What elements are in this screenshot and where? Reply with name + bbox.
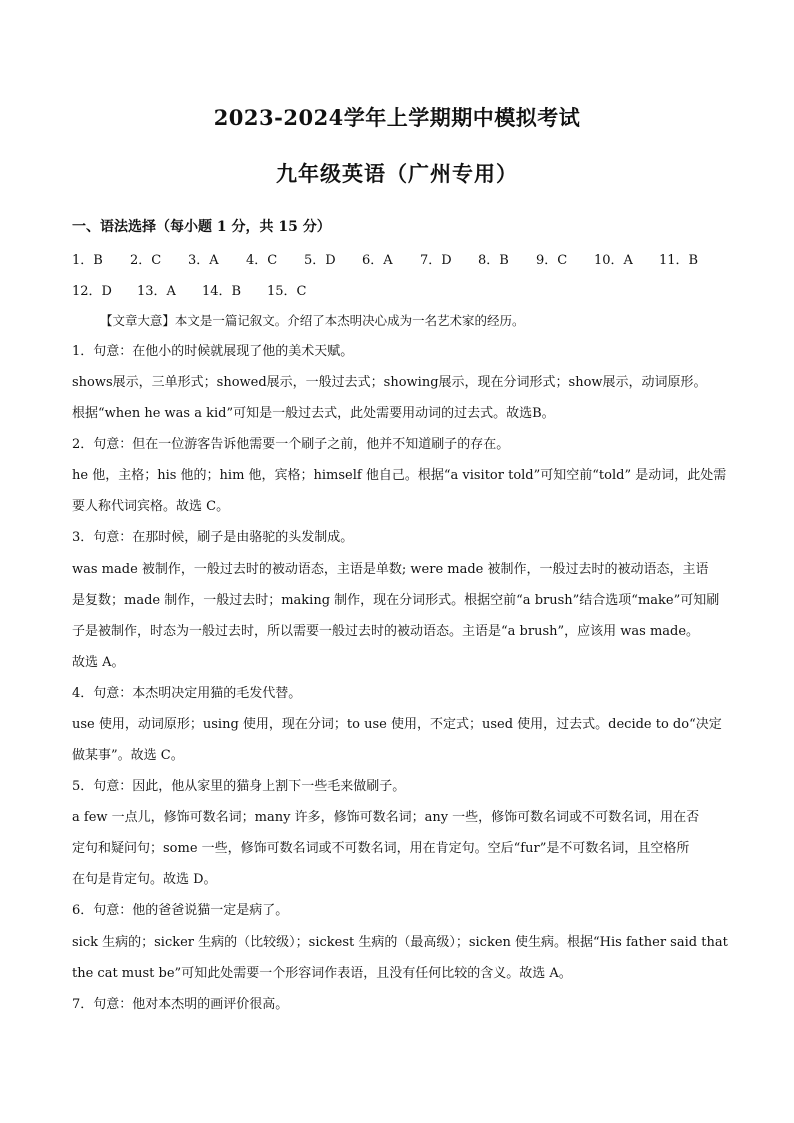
answer-item: 13．A	[137, 284, 176, 299]
answer-item: 10．A	[594, 253, 633, 268]
explanation-line: 1．句意：在他小的时候就展现了他的美术天赋。	[72, 344, 354, 359]
answer-item: 5．D	[304, 253, 336, 268]
answer-item: 9．C	[536, 253, 568, 268]
explanation-line: 根据“when he was a kid”可知是一般过去式，此处需要用动词的过去式。故选B。	[72, 406, 555, 421]
explanation-line: 在句是肯定句。故选 D。	[72, 872, 217, 887]
explanation-line: was made 被制作，一般过去时的被动语态，主语是单数; were made 被制作，一般过去时的被动语态，主语	[72, 562, 709, 577]
explanation-line: 4．句意：本杰明决定用猫的毛发代替。	[72, 686, 302, 701]
answer-item: 1．B	[72, 253, 103, 268]
explanation-line: use 使用，动词原形；using 使用，现在分词；to use 使用，不定式；used 使用，过去式。decide to do“决定	[72, 717, 722, 732]
answer-item: 7．D	[420, 253, 452, 268]
exam-subtitle: 九年级英语（广州专用）	[276, 161, 518, 186]
article-summary: 【文章大意】本文是一篇记叙文。介绍了本杰明决心成为一名艺术家的经历。	[100, 313, 525, 328]
explanation-line: sick 生病的；sicker 生病的（比较级）；sickest 生病的（最高级）；sicken 使生病。根据“His father said that	[72, 935, 728, 950]
section-heading: 一、语法选择（每小题 1 分，共 15 分）	[72, 219, 331, 235]
explanation-line: 5．句意：因此，他从家里的猫身上割下一些毛来做刷子。	[72, 779, 406, 794]
answer-item: 2．C	[130, 253, 162, 268]
explanation-line: 6．句意：他的爸爸说猫一定是病了。	[72, 903, 289, 918]
explanation-line: the cat must be”可知此处需要一个形容词作表语，且没有任何比较的含义。故选 A。	[72, 966, 572, 981]
exam-title: 2023-2024学年上学期期中模拟考试	[213, 105, 581, 130]
explanation-line: 2．句意：但在一位游客告诉他需要一个刷子之前，他并不知道刷子的存在。	[72, 437, 510, 452]
answer-item: 3．A	[188, 253, 219, 268]
answer-item: 8．B	[478, 253, 509, 268]
explanation-line: 7．句意：他对本杰明的画评价很高。	[72, 997, 289, 1012]
explanation-line: 3．句意：在那时候，刷子是由骆驼的头发制成。	[72, 530, 354, 545]
explanation-line: he 他，主格；his 他的；him 他，宾格；himself 他自己。根据“a visitor told”可知空前“told” 是动词，此处需	[72, 468, 727, 483]
explanation-line: 定句和疑问句；some 一些，修饰可数名词或不可数名词，用在肯定句。空后“fur”是不可数名词，且空格所	[72, 841, 690, 856]
explanation-line: shows展示，三单形式；showed展示，一般过去式；showing展示，现在分词形式；show展示，动词原形。	[72, 375, 707, 390]
answer-item: 11．B	[659, 253, 699, 268]
answer-key-row-1	[72, 249, 732, 268]
answer-item: 14．B	[202, 284, 242, 299]
explanation-line: 是复数；made 制作，一般过去时；making 制作，现在分词形式。根据空前“a brush”结合选项“make”可知刷	[72, 593, 720, 608]
answer-item: 4．C	[246, 253, 278, 268]
answer-item: 6．A	[362, 253, 393, 268]
answer-key-row-2	[72, 280, 732, 299]
answer-item: 15．C	[267, 284, 307, 299]
explanation-line: 子是被制作，时态为一般过去时，所以需要一般过去时的被动语态。主语是“a brush”，应该用 was made。	[72, 624, 700, 639]
answer-item: 12．D	[72, 284, 112, 299]
explanation-line: a few 一点儿，修饰可数名词；many 许多，修饰可数名词；any 一些，修饰可数名词或不可数名词，用在否	[72, 810, 700, 825]
explanation-line: 要人称代词宾格。故选 C。	[72, 499, 230, 514]
explanation-line: 做某事”。故选 C。	[72, 748, 184, 763]
explanation-line: 故选 A。	[72, 655, 125, 670]
